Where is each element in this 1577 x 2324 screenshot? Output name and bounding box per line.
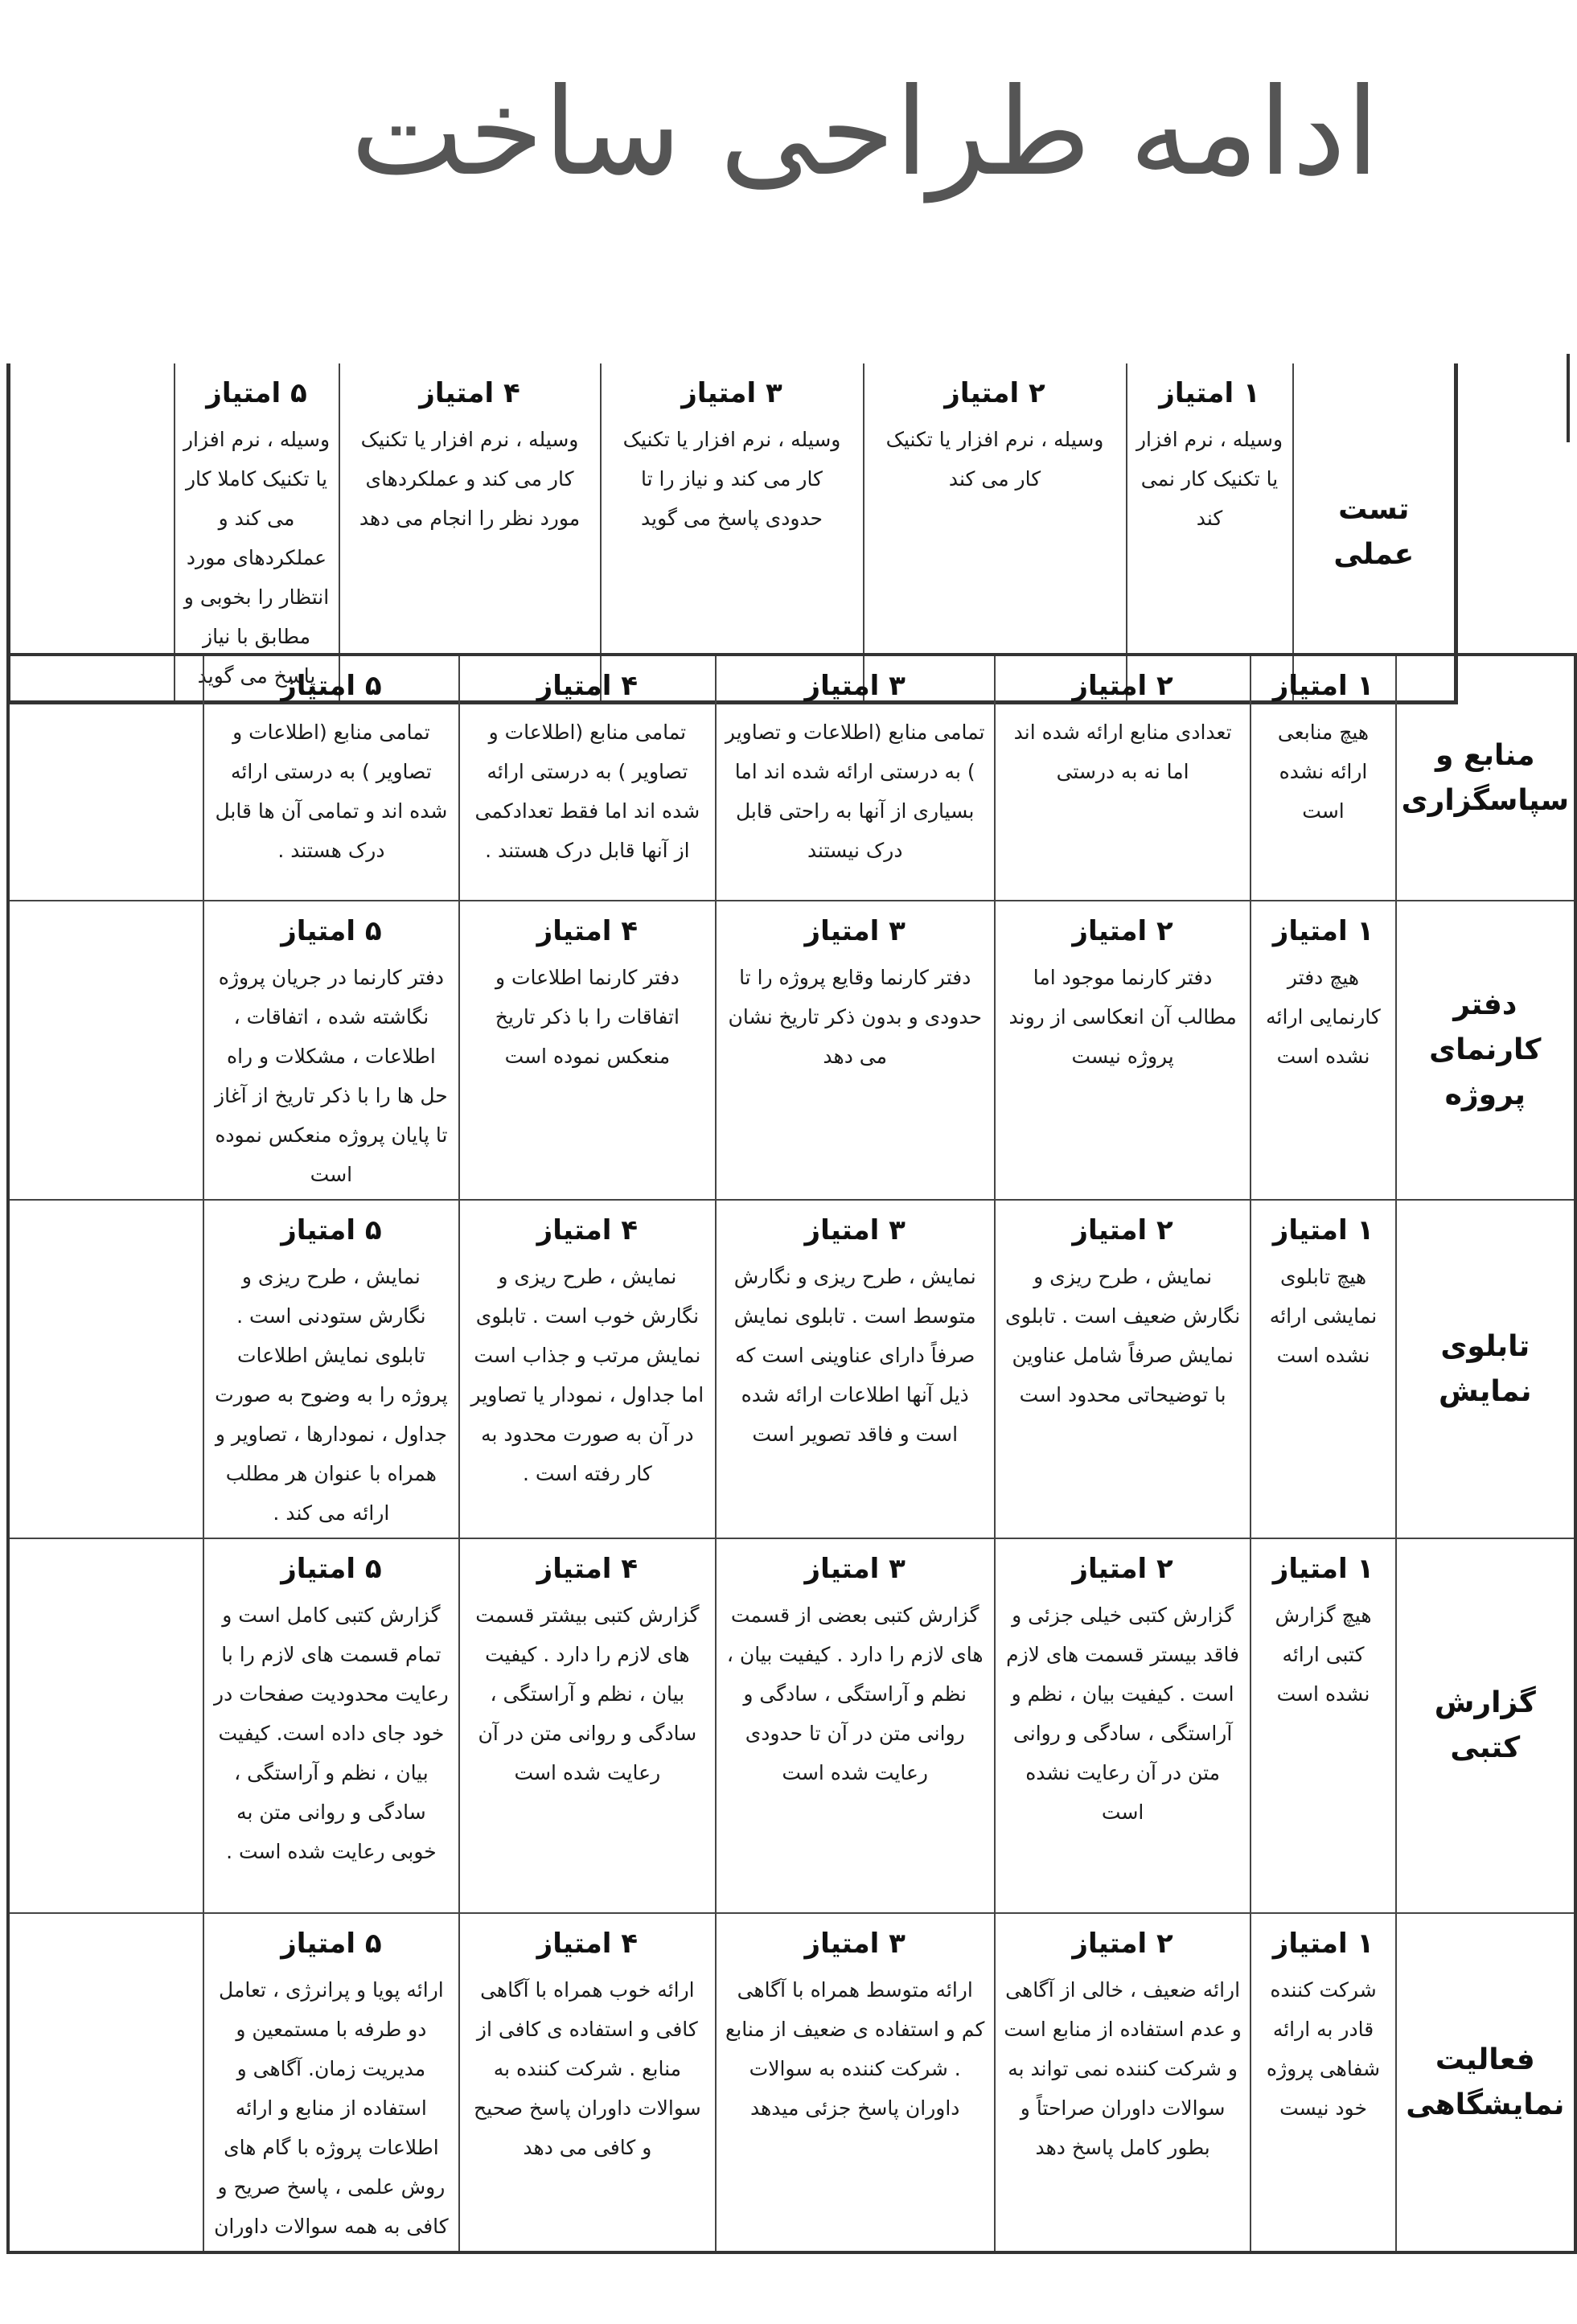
score-description: وسیله ، نرم افزار یا تکنیک کار نمی کند <box>1136 428 1283 530</box>
empty-cell <box>8 655 203 901</box>
score-cell-2 <box>995 1913 1251 2252</box>
score-description: ارائه متوسط همراه با آگاهی کم و استفاده ی ضعیف از منابع . شرکت کننده به سوالات داوران پاسخ جزئی میدهد <box>725 1978 985 2120</box>
score-label: ۱ امتیاز <box>1272 1553 1374 1585</box>
score-label: ۱ امتیاز <box>1159 377 1260 409</box>
score-description: ارائه خوب همراه با آگاهی کافی و استفاده ی کافی از منابع . شرکت کننده به سوالات داوران پاسخ صحیح و کافی می دهد <box>474 1978 701 2159</box>
score-cell-1 <box>1127 363 1293 703</box>
score-cell-2 <box>864 363 1127 703</box>
score-label: ۴ امتیاز <box>536 1214 639 1246</box>
score-cell-1 <box>1251 901 1395 1200</box>
score-cell-4 <box>339 363 601 703</box>
criterion-label: منابع و سپاسگزاری <box>1396 655 1575 901</box>
score-label: ۲ امتیاز <box>1072 1214 1173 1246</box>
score-description: وسیله ، نرم افزار یا تکنیک کار می کند و عملکردهای مورد نظر را انجام می دهد <box>359 428 581 530</box>
score-cell-1 <box>1251 1538 1395 1913</box>
page-title: ادامه طراحی ساخت <box>350 63 1380 203</box>
score-description: وسیله ، نرم افزار یا تکنیک کار می کند <box>885 428 1104 491</box>
score-label: ۴ امتیاز <box>536 670 639 702</box>
table-row <box>8 1913 1575 2252</box>
score-label: ۱ امتیاز <box>1272 915 1374 947</box>
score-description: نمایش ، طرح ریزی و نگارش متوسط است . تابلوی نمایش صرفاً دارای عناوینی است که ذیل آنها اطلاعات ارائه شده است و فاقد تصویر است <box>733 1265 976 1446</box>
score-cell-4 <box>459 1200 715 1538</box>
score-cell-5 <box>203 1913 459 2252</box>
score-cell-5 <box>203 1200 459 1538</box>
score-cell-5 <box>203 655 459 901</box>
rubric-table-main <box>6 653 1577 2254</box>
score-description: گزارش کتبی بیشتر قسمت های لازم را دارد . کیفیت بیان ، نظم و آراستگی ، سادگی و روانی متن در آن رعایت شده است <box>475 1603 700 1784</box>
score-description: نمایش ، طرح ریزی و نگارش خوب است . تابلوی نمایش مرتب و جذاب است اما جداول ، نمودار یا تصاویر در آن به صورت محدود به کار رفته است . <box>470 1265 704 1485</box>
score-description: هیچ تابلوی نمایشی ارائه نشده است <box>1269 1265 1378 1367</box>
score-description: هیچ گزارش کتبی ارائه نشده است <box>1275 1603 1372 1706</box>
table-row <box>8 901 1575 1200</box>
score-description: گزارش کتبی خیلی جزئی و فاقد بیستر قسمت های لازم است . کیفیت بیان ، نظم و آراستگی ، سادگی و روانی متن در آن رعایت نشده است <box>1006 1603 1240 1824</box>
score-label: ۳ امتیاز <box>681 377 782 409</box>
score-cell-4 <box>459 1538 715 1913</box>
empty-cell <box>8 901 203 1200</box>
score-label: ۵ امتیاز <box>281 1553 382 1585</box>
score-cell-4 <box>459 655 715 901</box>
criterion-label: دفتر کارنمای پروژه <box>1396 901 1575 1200</box>
score-description: گزارش کتبی بعضی از قسمت های لازم را دارد . کیفیت بیان ، نظم و آراستگی ، سادگی و روانی متن در آن تا حدودی رعایت شده است <box>726 1603 984 1784</box>
score-label: ۵ امتیاز <box>281 670 382 702</box>
empty-cell <box>8 1913 203 2252</box>
score-label: ۵ امتیاز <box>281 1214 382 1246</box>
score-cell-4 <box>459 1913 715 2252</box>
empty-cell <box>8 1200 203 1538</box>
score-label: ۵ امتیاز <box>206 377 307 409</box>
score-label: ۴ امتیاز <box>536 915 639 947</box>
score-cell-3 <box>601 363 864 703</box>
score-cell-1 <box>1251 655 1395 901</box>
score-description: وسیله ، نرم افزار یا تکنیک کاملا کار می کند و عملکردهای مورد انتظار را بخوبی و مطابق با نیاز پاسخ می گوید <box>183 428 331 688</box>
score-description: نمایش ، طرح ریزی و نگارش ستودنی است . تابلوی نمایش اطلاعات پروژه را به وضوح به صورت جداول ، نمودارها ، تصاویر و همراه با عنوان هر مطلب ارائه می کند . <box>215 1265 448 1525</box>
border-mark <box>1567 354 1570 442</box>
score-label: ۵ امتیاز <box>281 1928 382 1960</box>
score-label: ۳ امتیاز <box>804 670 906 702</box>
score-description: گزارش کتبی کامل است و تمام قسمت های لازم را با رعایت محدودیت صفحات در خود جای داده است. کیفیت بیان ، نظم و آراستگی ، سادگی و روانی متن به خوبی رعایت شده است . <box>214 1603 449 1863</box>
score-description: تمامی منابع (اطلاعات و تصاویر ) به درستی ارائه شده اند و تمامی آن ها قابل درک هستند . <box>215 721 448 862</box>
score-description: تمامی منابع (اطلاعات و تصاویر ) به درستی ارائه شده اند اما فقط تعدادکمی از آنها قابل درک هستند . <box>474 721 700 862</box>
score-label: ۳ امتیاز <box>804 1214 906 1246</box>
criterion-label: تست عملی <box>1293 363 1456 703</box>
score-label: ۲ امتیاز <box>1072 1553 1173 1585</box>
score-label: ۲ امتیاز <box>1072 1928 1173 1960</box>
table-row <box>8 1200 1575 1538</box>
score-description: نمایش ، طرح ریزی و نگارش ضعیف است . تابلوی نمایش صرفاً شامل عناوین با توضیحاتی محدود است <box>1005 1265 1241 1406</box>
score-label: ۳ امتیاز <box>804 915 906 947</box>
score-label: ۲ امتیاز <box>944 377 1045 409</box>
criterion-label: فعالیت نمایشگاهی <box>1396 1913 1575 2252</box>
score-cell-1 <box>1251 1913 1395 2252</box>
score-cell-3 <box>716 1538 995 1913</box>
score-cell-3 <box>716 1913 995 2252</box>
score-description: ارائه ضعیف ، خالی از آگاهی و عدم استفاده از منابع است و شرکت کننده نمی تواند به سوالات داوران صراحتاً و بطور کامل پاسخ دهد <box>1004 1978 1242 2159</box>
empty-cell <box>9 363 175 703</box>
score-label: ۳ امتیاز <box>804 1553 906 1585</box>
score-label: ۵ امتیاز <box>281 915 382 947</box>
score-cell-3 <box>716 1200 995 1538</box>
score-description: ارائه پویا و پرانرژی ، تعامل دو طرفه با مستمعین و مدیریت زمان. آگاهی و استفاده از منابع و ارائه اطلاعات پروژه با گام های روش علمی ، پاسخ صریح و کافی به همه سوالات داوران <box>214 1978 449 2238</box>
score-description: تمامی منابع (اطلاعات و تصاویر ) به درستی ارائه شده اند اما بسیاری از آنها به راحتی قابل درک نیستند <box>725 721 985 862</box>
empty-cell <box>8 1538 203 1913</box>
score-label: ۱ امتیاز <box>1272 670 1374 702</box>
criterion-label: گزارش کتبی <box>1396 1538 1575 1913</box>
score-cell-2 <box>995 1200 1251 1538</box>
score-cell-2 <box>995 1538 1251 1913</box>
score-label: ۱ امتیاز <box>1272 1928 1374 1960</box>
score-cell-2 <box>995 655 1251 901</box>
score-description: شرکت کننده قادر به ارائه شفاهی پروژه خود نیست <box>1266 1978 1381 2120</box>
score-cell-3 <box>716 901 995 1200</box>
score-description: دفتر کارنما در جریان پروژه نگاشته شده ، اتفاقات ، اطلاعات ، مشکلات و راه حل ها را با ذکر تاریخ از آغاز تا پایان پروژه منعکس نموده است <box>215 966 448 1186</box>
score-label: ۲ امتیاز <box>1072 670 1173 702</box>
score-cell-1 <box>1251 1200 1395 1538</box>
table-row <box>9 363 1456 703</box>
score-description: وسیله ، نرم افزار یا تکنیک کار می کند و نیاز را تا حدودی پاسخ می گوید <box>622 428 841 530</box>
table-row <box>8 1538 1575 1913</box>
score-cell-4 <box>459 901 715 1200</box>
score-cell-5 <box>203 901 459 1200</box>
score-label: ۳ امتیاز <box>804 1928 906 1960</box>
score-description: دفتر کارنما وقایع پروژه را تا حدودی و بدون ذکر تاریخ نشان می دهد <box>728 966 982 1068</box>
score-description: دفتر کارنما اطلاعات و اتفاقات را با ذکر تاریخ منعکس نموده است <box>495 966 680 1068</box>
score-description: دفتر کارنما موجود اما مطالب آن انعکاسی از روند پروژه نیست <box>1008 966 1237 1068</box>
score-label: ۱ امتیاز <box>1272 1214 1374 1246</box>
score-label: ۴ امتیاز <box>536 1553 639 1585</box>
score-cell-3 <box>716 655 995 901</box>
score-description: هیچ منابعی ارائه نشده است <box>1277 721 1370 823</box>
score-cell-2 <box>995 901 1251 1200</box>
score-description: هیچ دفتر کارنمایی ارائه نشده است <box>1266 966 1381 1068</box>
score-label: ۴ امتیاز <box>419 377 520 409</box>
score-description: تعدادی منابع ارائه شده اند اما نه به درستی <box>1013 721 1232 783</box>
score-cell-5 <box>175 363 339 703</box>
score-label: ۲ امتیاز <box>1072 915 1173 947</box>
score-label: ۴ امتیاز <box>536 1928 639 1960</box>
score-cell-5 <box>203 1538 459 1913</box>
criterion-label: تابلوی نمایش <box>1396 1200 1575 1538</box>
table-row <box>8 655 1575 901</box>
